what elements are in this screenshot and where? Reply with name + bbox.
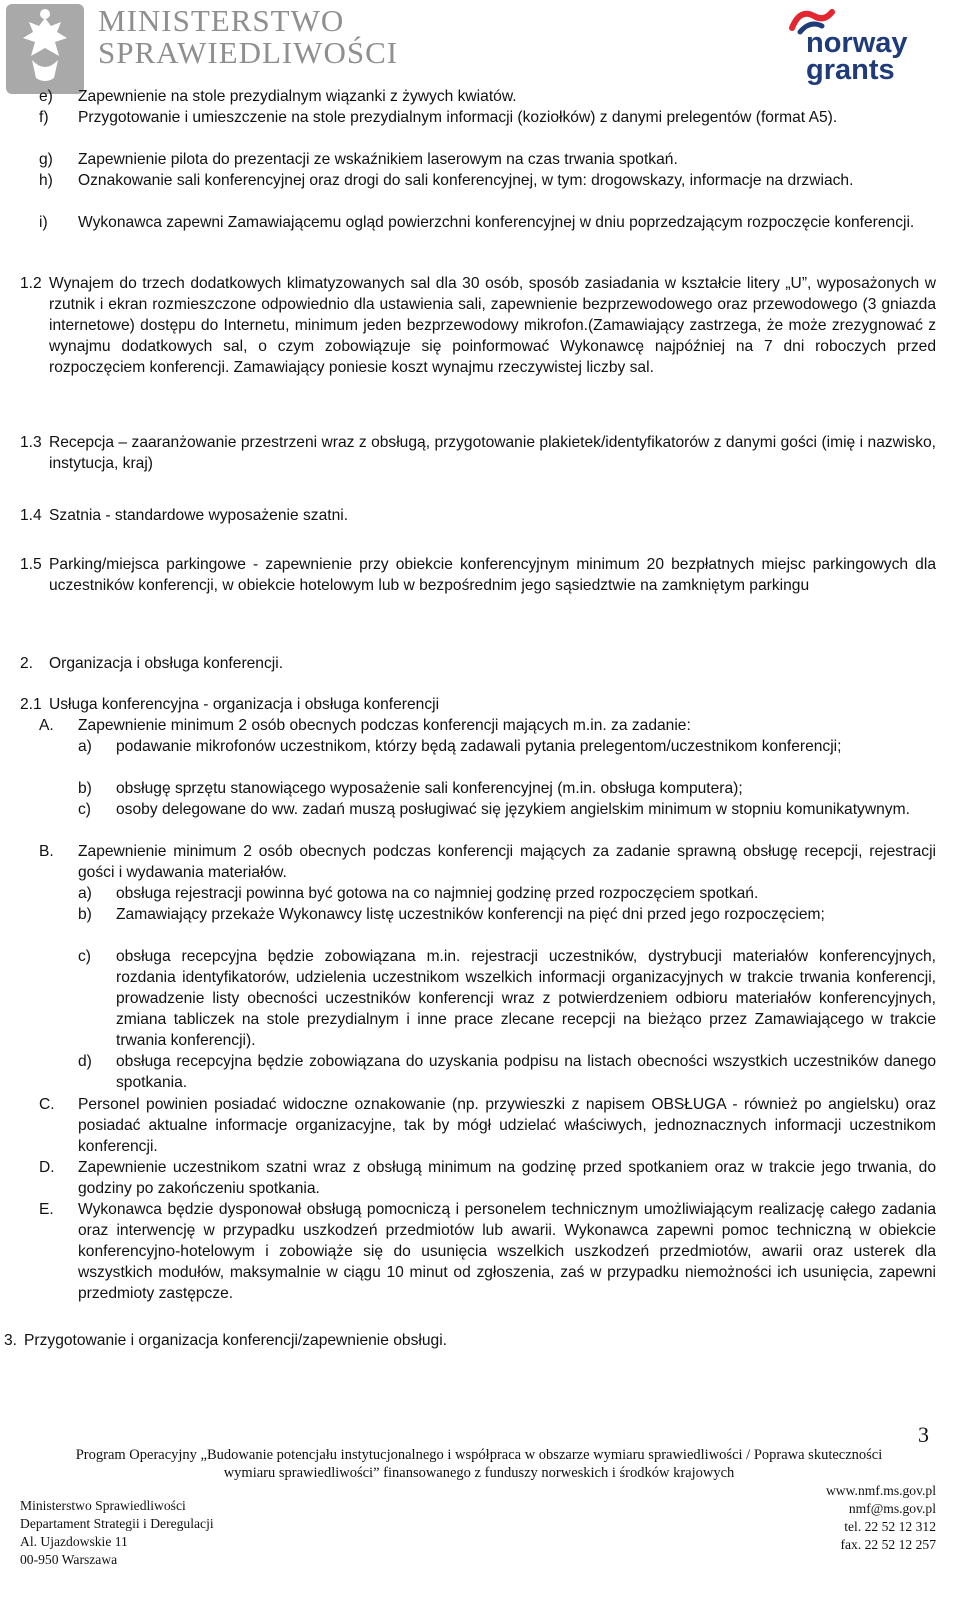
contact-phone: tel. 22 52 12 312 [844,1519,936,1534]
item-text: Przygotowanie i organizacja konferencji/zapewnienie obsługi. [24,1332,448,1349]
ministry-line-2: SPRAWIEDLIWOŚCI [98,35,399,70]
item-label: 2.1 [20,696,42,713]
item-label: A. [39,717,54,734]
item-label: i) [39,214,48,231]
norway-grants-logo [782,4,922,84]
item-label: B. [39,843,54,860]
footer-address [20,1497,214,1569]
contact-fax: fax. 22 52 12 257 [840,1537,936,1552]
item-text: Oznakowanie sali konferencyjnej oraz drogi do sali konferencyjnej, w tym: drogowskazy, informacje na drzwiach. [78,172,854,189]
item-text: Zapewnienie minimum 2 osób obecnych podczas konferencji mających za zadanie sprawną obsługę recepcji, rejestracji gości i wydawania materiałów. [78,843,936,881]
item-text: Wykonawca zapewni Zamawiającemu ogląd powierzchni konferencyjnej w dniu poprzedzającym rozpoczęcie konferencji. [78,214,915,231]
item-text: Organizacja i obsługa konferencji. [49,655,284,672]
item-label: f) [39,109,49,126]
item-label: 2. [20,655,34,672]
footer-contact [826,1482,936,1554]
item-label: 1.3 [20,434,42,451]
item-text: Usługa konferencyjna - organizacja i obsługa konferencji [49,696,440,713]
item-label: 1.5 [20,556,42,573]
item-label: a) [78,885,92,902]
item-label: b) [78,780,92,797]
grants-word: grants [806,54,895,86]
item-text: obsługa recepcyjna będzie zobowiązana m.in. rejestracji uczestników, dystrybucji materiałów konferencyjnych, rozdania identyfikatorów, udzielenia uczestnikom wszelkich informacji organizacyjnych w trakcie trwania konferencji, prowadzenie listy obecności uczestników konferencji wraz z potwierdzeniem odbioru materiałów konferencyjnych, zmiana tabliczek na stole prezydialnym i inne prace zlecane recepcji na bieżąco przez Zamawiającego w trakcie trwania konferencji). [116,948,936,1049]
item-text: obsługa recepcyjna będzie zobowiązana do uzyskania podpisu na listach obecności wszystkich uczestników danego spotkania. [116,1053,936,1091]
item-text: Zapewnienie uczestnikom szatni wraz z obsługą minimum na godzinę przed spotkaniem oraz w trakcie jego trwania, do godziny po zakończeniu spotkania. [78,1159,936,1197]
contact-email: nmf@ms.gov.pl [848,1501,936,1516]
ministry-line-1: MINISTERSTWO [98,3,345,38]
item-text: obsługę sprzętu stanowiącego wyposażenie sali konferencyjnej (m.in. obsługa komputera); [116,780,743,797]
item-label: d) [78,1053,92,1070]
item-text: Zapewnienie minimum 2 osób obecnych podczas konferencji mających m.in. za zadanie: [78,717,691,734]
polish-eagle-emblem [6,4,84,94]
item-text: Zapewnienie pilota do prezentacji ze wskaźnikiem laserowym na czas trwania spotkań. [78,151,678,168]
item-label: 1.4 [20,507,42,524]
item-label: h) [39,172,53,189]
item-label: 1.2 [20,275,42,292]
address-line: Al. Ujazdowskie 11 [20,1534,128,1549]
programme-note [20,1446,938,1482]
item-text: Recepcja – zaaranżowanie przestrzeni wraz z obsługą, przygotowanie plakietek/identyfikatorów z danymi gości (imię i nazwisko, instytucja, kraj) [49,434,936,472]
item-label: a) [78,738,92,755]
item-label: e) [39,88,53,105]
item-text: Personel powinien posiadać widoczne oznakowanie (np. przywieszki z napisem OBSŁUGA - również po angielsku) oraz posiadać aktualne informacje organizacyjne, tak by mógł udzielać właściwych, jednoznacznych informacji uczestnikom konferencji. [78,1096,936,1155]
item-text: Zapewnienie na stole prezydialnym wiązanki z żywych kwiatów. [78,88,517,105]
item-label: g) [39,151,53,168]
item-text: Szatnia - standardowe wyposażenie szatni. [49,507,349,524]
item-text: Parking/miejsca parkingowe - zapewnienie przy obiekcie konferencyjnym minimum 20 bezpłatnych miejsc parkingowych dla uczestników konferencji, w obiekcie hotelowym lub w bezpośrednim jego sąsiedztwie na zamkniętym parkingu [49,556,936,594]
item-text: Wynajem do trzech dodatkowych klimatyzowanych sal dla 30 osób, sposób zasiadania w kształcie litery „U”, wyposażonych w rzutnik i ekran rozmieszczone odpowiednio dla ustawienia sali, zapewnienie bezprzewodowego oraz przewodowego (3 gniazda internetowe) dostępu do Internetu, minimum jeden bezprzewodowy mikrofon.(Zamawiający zastrzega, że może zrezygnować z wynajmu dodatkowych sal, o czym zobowiązuje się poinformować Wykonawcę najpóźniej na 7 dni roboczych przed rozpoczęciem konferencji. Zamawiający poniesie koszt wynajmu rzeczywistej liczby sal. [49,275,936,376]
contact-website: www.nmf.ms.gov.pl [825,1483,936,1498]
ministry-logo-text [98,3,399,70]
item-label: 3. [4,1332,18,1349]
item-text: osoby delegowane do ww. zadań muszą posługiwać się językiem angielskim minimum w stopniu komunikatywnym. [116,801,910,818]
item-label: b) [78,906,92,923]
item-text: Przygotowanie i umieszczenie na stole prezydialnym informacji (koziołków) z danymi prelegentów (format A5). [78,109,838,126]
item-label: E. [39,1201,54,1218]
norway-word: norway [806,27,908,59]
item-text: podawanie mikrofonów uczestnikom, którzy będą zadawali pytania prelegentom/uczestnikom konferencji; [116,738,842,755]
item-label: C. [39,1096,55,1113]
programme-line-1: Program Operacyjny „Budowanie potencjału instytucjonalnego i współpraca w obszarze wymiaru sprawiedliwości / Poprawa skuteczności [75,1447,883,1463]
programme-line-2: wymiaru sprawiedliwości” finansowanego z funduszy norweskich i środków krajowych [223,1465,735,1481]
page-number: 3 [918,1422,929,1447]
item-text: Zamawiający przekaże Wykonawcy listę uczestników konferencji na pięć dni przed jego rozpoczęciem; [116,906,825,923]
item-label: c) [78,948,91,965]
item-text: Wykonawca będzie dysponował obsługą pomocniczą i personelem technicznym umożliwiającym realizację całego zadania oraz interwencję w przypadku uszkodzeń przedmiotów lub awarii. Wykonawca zapewni pomoc techniczną w obiekcie konferencyjno-hotelowym i zobowiąże się do usunięcia wszelkich uszkodzeń przedmiotów, awarii oraz usterek dla wszystkich modułów, maksymalnie w ciągu 10 minut od zgłoszenia, zaś w przypadku niemożności ich usunięcia, zapewni przedmioty zastępcze. [78,1201,936,1302]
address-line: Ministerstwo Sprawiedliwości [20,1498,186,1513]
item-label: c) [78,801,91,818]
item-text: obsługa rejestracji powinna być gotowa na co najmniej godzinę przed rozpoczęciem spotkań. [116,885,759,902]
address-line: Departament Strategii i Deregulacji [20,1516,214,1531]
address-line: 00-950 Warszawa [20,1552,118,1567]
item-label: D. [39,1159,55,1176]
